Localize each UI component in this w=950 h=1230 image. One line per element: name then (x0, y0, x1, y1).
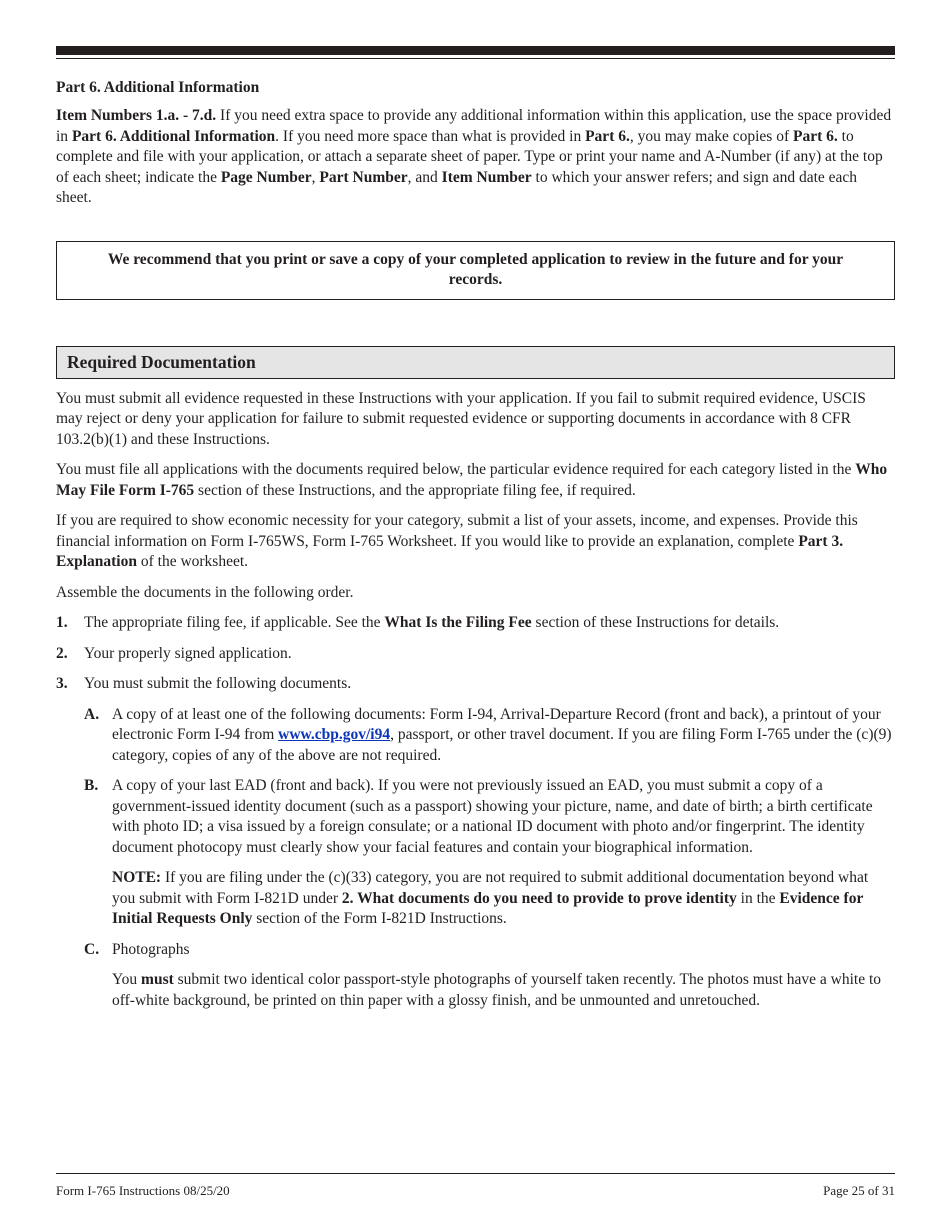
documents-paragraph: You must file all applications with the documents required below, the particular evidence required for each category listed in the Who May File Form I-765 section of these Instructions, and the appropriate filing fee, if required. (56, 461, 888, 499)
note-paragraph: NOTE: If you are filing under the (c)(33) category, you are not required to submit additional documentation beyond what you submit with Form I-821D under 2. What documents do you need to provide to prove identity in the Evidence for Initial Requests Only section of the Form I-821D Instructions. (112, 869, 869, 927)
note-label: NOTE: (112, 869, 162, 886)
part6-paragraph: Item Numbers 1.a. - 7.d. If you need extra space to provide any additional information within this application, use the space provided in Part 6. Additional Information. If you need more space than what is provided in Part 6., you may make copies of Part 6. to complete and file with your application, or attach a separate sheet of paper. Type or print your name and A-Number (if any) at the top of each sheet; indicate the Page Number, Part Number, and Item Number to which your answer refers; and sign and date each sheet. (56, 107, 892, 206)
list-number: 1. (56, 614, 68, 631)
list-number: 2. (56, 644, 68, 662)
sub-item-b: B. A copy of your last EAD (front and back). If you were not previously issued an EAD, you must submit a copy of a government-issued identity document (such as a passport) showing your picture, name, and date of birth; a birth certificate with photo ID; a visa issued by a foreign consulate; or a national ID document with photo and/or fingerprint. The identity document photocopy must clearly show your facial features and contain your biographical information. (56, 776, 895, 858)
part6-heading: Part 6. Additional Information (56, 79, 260, 96)
sub-item-a: A. A copy of at least one of the following documents: Form I-94, Arrival-Departure Record (front and back), a printout of your electronic Form I-94 from www.cbp.gov/i94, passport, or other travel document. If you are filing Form I-765 under the (c)(9) category, copies of any of the above are not required. (56, 705, 895, 767)
sub-letter: C. (84, 940, 100, 958)
page-content (56, 46, 895, 1011)
cbp-i94-link[interactable]: www.cbp.gov/i94 (278, 726, 391, 743)
list-item-3: 3. You must submit the following documents. (56, 674, 895, 695)
recommend-box: We recommend that you print or save a copy of your completed application to review in the future and for your records. (56, 241, 895, 300)
header-rule-thin (56, 58, 895, 59)
sub-letter: A. (84, 705, 100, 723)
required-documentation-heading: Required Documentation (56, 346, 895, 379)
item-numbers-label: Item Numbers 1.a. - 7.d. (56, 107, 217, 124)
photographs-paragraph: You must submit two identical color passport-style photographs of yourself taken recently. The photos must have a white to off-white background, be printed on thin paper with a glossy finish, and be unmounted and unretouched. (112, 971, 882, 1009)
assemble-paragraph: Assemble the documents in the following order. (56, 583, 354, 601)
footer-rule (56, 1173, 895, 1174)
sub-letter: B. (84, 777, 99, 794)
footer-page-number: Page 25 of 31 (823, 1183, 895, 1198)
list-number: 3. (56, 675, 68, 692)
footer-form-id: Form I-765 Instructions 08/25/20 (56, 1183, 230, 1198)
economic-necessity-paragraph: If you are required to show economic necessity for your category, submit a list of your assets, income, and expenses. Provide this financial information on Form I-765WS, Form I-765 Worksheet. If you would like to provide an explanation, complete Part 3. Explanation of the worksheet. (56, 512, 858, 570)
list-item-2: 2. Your properly signed application. (56, 644, 895, 665)
evidence-paragraph: You must submit all evidence requested in these Instructions with your application. If you fail to submit required evidence, USCIS may reject or deny your application for failure to submit requested evidence or supporting documents in accordance with 8 CFR 103.2(b)(1) and these Instructions. (56, 389, 866, 448)
header-rule-thick (56, 46, 895, 55)
sub-item-c: C. Photographs (56, 940, 895, 961)
list-item-1: 1. The appropriate filing fee, if applicable. See the What Is the Filing Fee section of these Instructions for details. (56, 613, 895, 634)
